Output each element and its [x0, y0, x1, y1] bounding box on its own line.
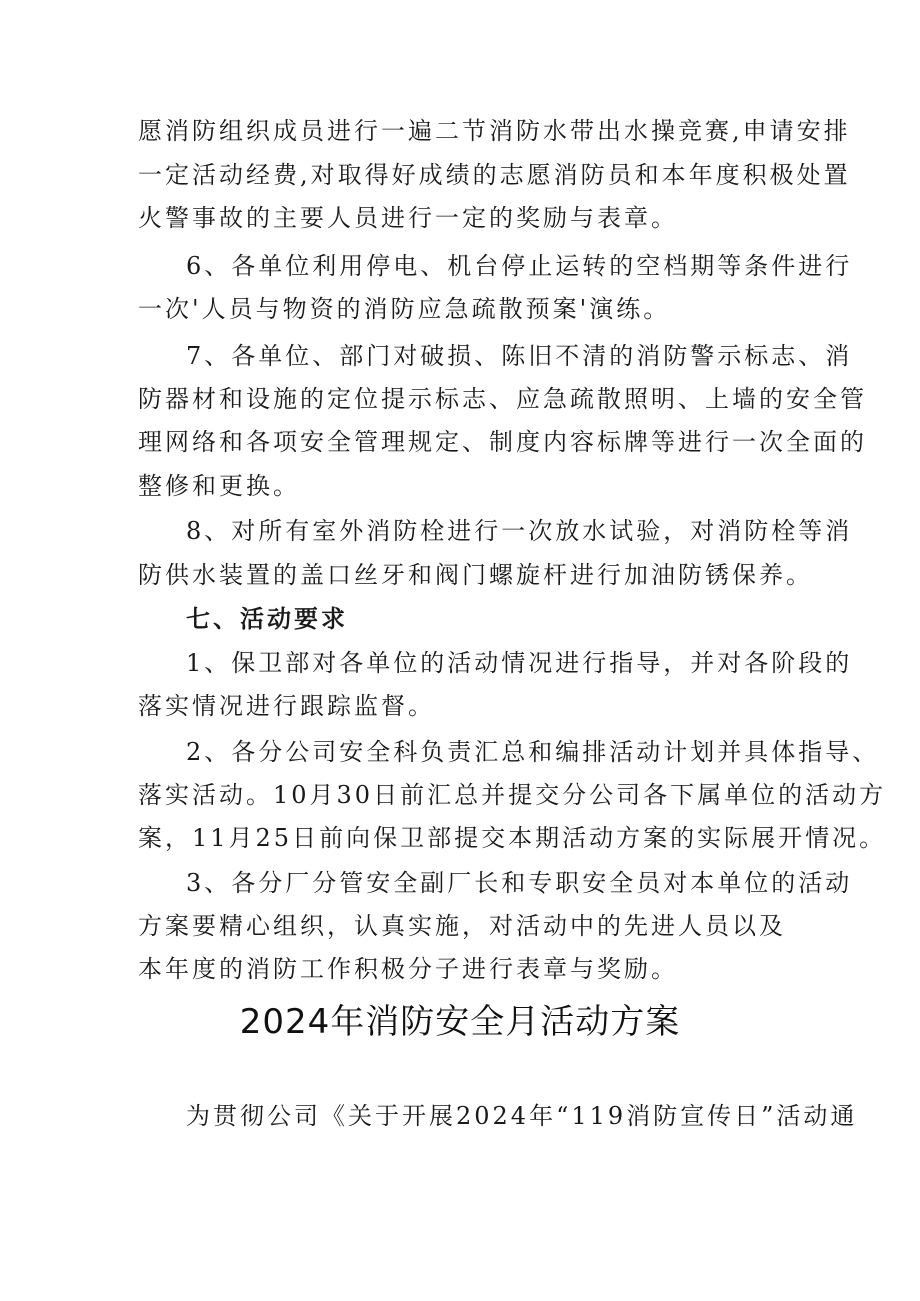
paragraph-line: 落实活动。10月30日前汇总并提交分公司各下属单位的活动方	[138, 781, 887, 809]
paragraph-line: 3、各分厂分管安全副厂长和专职安全员对本单位的活动	[186, 869, 853, 897]
paragraph-line: 理网络和各项安全管理规定、制度内容标牌等进行一次全面的	[138, 428, 867, 456]
paragraph-line: 方案要精心组织，认真实施，对活动中的先进人员以及	[138, 912, 786, 940]
paragraph-line: 防供水装置的盖口丝牙和阀门螺旋杆进行加油防锈保养。	[138, 561, 813, 589]
paragraph-line: 8、对所有室外消防栓进行一次放水试验，对消防栓等消	[186, 517, 853, 545]
section-heading: 七、活动要求	[186, 604, 348, 633]
paragraph-line: 2、各分公司安全科负责汇总和编排活动计划并具体指导、	[186, 738, 880, 766]
paragraph-line: 火警事故的主要人员进行一定的奖励与表章。	[138, 204, 678, 232]
paragraph-line: 6、各单位利用停电、机台停止运转的空档期等条件进行	[186, 252, 853, 280]
intro-paragraph: 为贯彻公司《关于开展2024年“119消防宣传日”活动通	[186, 1102, 858, 1130]
paragraph-line: 一定活动经费,对取得好成绩的志愿消防员和本年度积极处置	[138, 161, 851, 189]
paragraph-line: 1、保卫部对各单位的活动情况进行指导，并对各阶段的	[186, 649, 853, 677]
paragraph-line: 一次'人员与物资的消防应急疏散预案'演练。	[138, 295, 671, 323]
paragraph-line: 落实情况进行跟踪监督。	[138, 692, 435, 720]
paragraph-line: 案，11月25日前向保卫部提交本期活动方案的实际展开情况。	[138, 824, 887, 852]
document-title: 2024年消防安全月活动方案	[239, 1002, 681, 1042]
paragraph-line: 7、各单位、部门对破损、陈旧不清的消防警示标志、消	[186, 342, 853, 370]
paragraph-line: 整修和更换。	[138, 472, 300, 500]
paragraph-line: 防器材和设施的定位提示标志、应急疏散照明、上墙的安全管	[138, 385, 867, 413]
paragraph-line: 愿消防组织成员进行一遍二节消防水带出水操竞赛,申请安排	[138, 117, 851, 145]
paragraph-line: 本年度的消防工作积极分子进行表章与奖励。	[138, 955, 678, 983]
